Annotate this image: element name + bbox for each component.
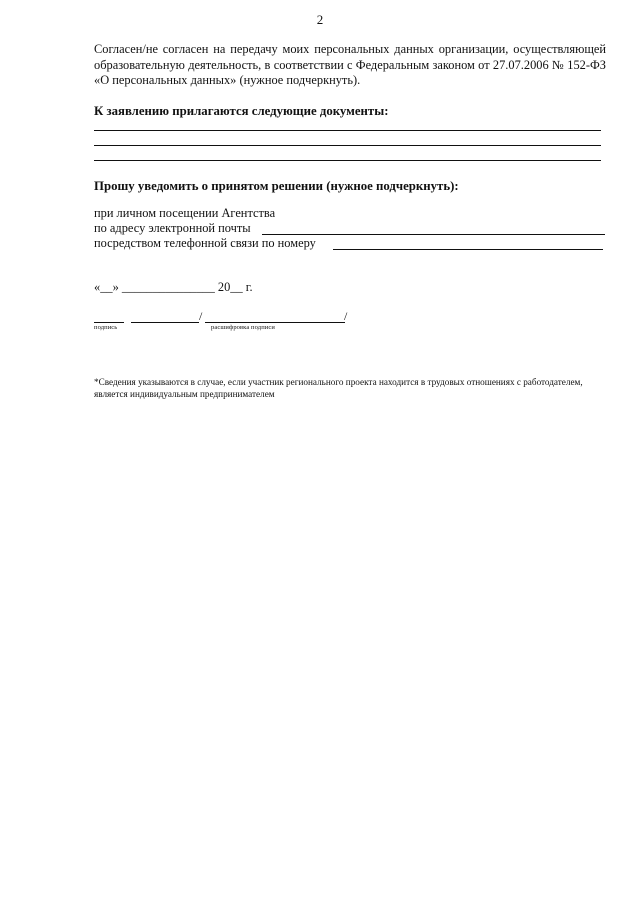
notify-option-email: по адресу электронной почты	[94, 221, 251, 235]
notify-heading: Прошу уведомить о принятом решении (нужное подчеркнуть):	[94, 179, 459, 193]
phone-field[interactable]	[333, 249, 603, 250]
document-blank-line-3[interactable]	[94, 160, 601, 161]
signature-caption: подпись	[94, 324, 118, 331]
decryption-caption: расшифровка подписи	[211, 324, 275, 331]
page-number: 2	[316, 12, 324, 27]
document-blank-line-2[interactable]	[94, 145, 601, 146]
signature-line[interactable]	[131, 322, 199, 323]
signature-slash-right: /	[344, 309, 348, 323]
consent-paragraph: Согласен/не согласен на передачу моих персональных данных организации, осуществляющей образовательную деятельность, в соответствии с Федеральным законом от 27.07.2006 № 152-ФЗ «О персональных данных» (нужное подчеркнуть).	[94, 42, 606, 88]
footnote: *Сведения указываются в случае, если участник регионального проекта находится в трудовых отношениях с работодателем, является индивидуальным предпринимателем	[94, 377, 583, 400]
decryption-line[interactable]	[205, 322, 345, 323]
notify-option-phone: посредством телефонной связи по номеру	[94, 236, 316, 250]
email-field[interactable]	[262, 234, 605, 235]
documents-heading: К заявлению прилагаются следующие документы:	[94, 104, 389, 118]
signature-line-short[interactable]	[94, 322, 124, 323]
notify-option-in-person: при личном посещении Агентства	[94, 206, 276, 220]
document-blank-line-1[interactable]	[94, 130, 601, 131]
signature-slash-left: /	[199, 309, 203, 323]
date-line: «__» _______________ 20__ г.	[94, 280, 253, 294]
